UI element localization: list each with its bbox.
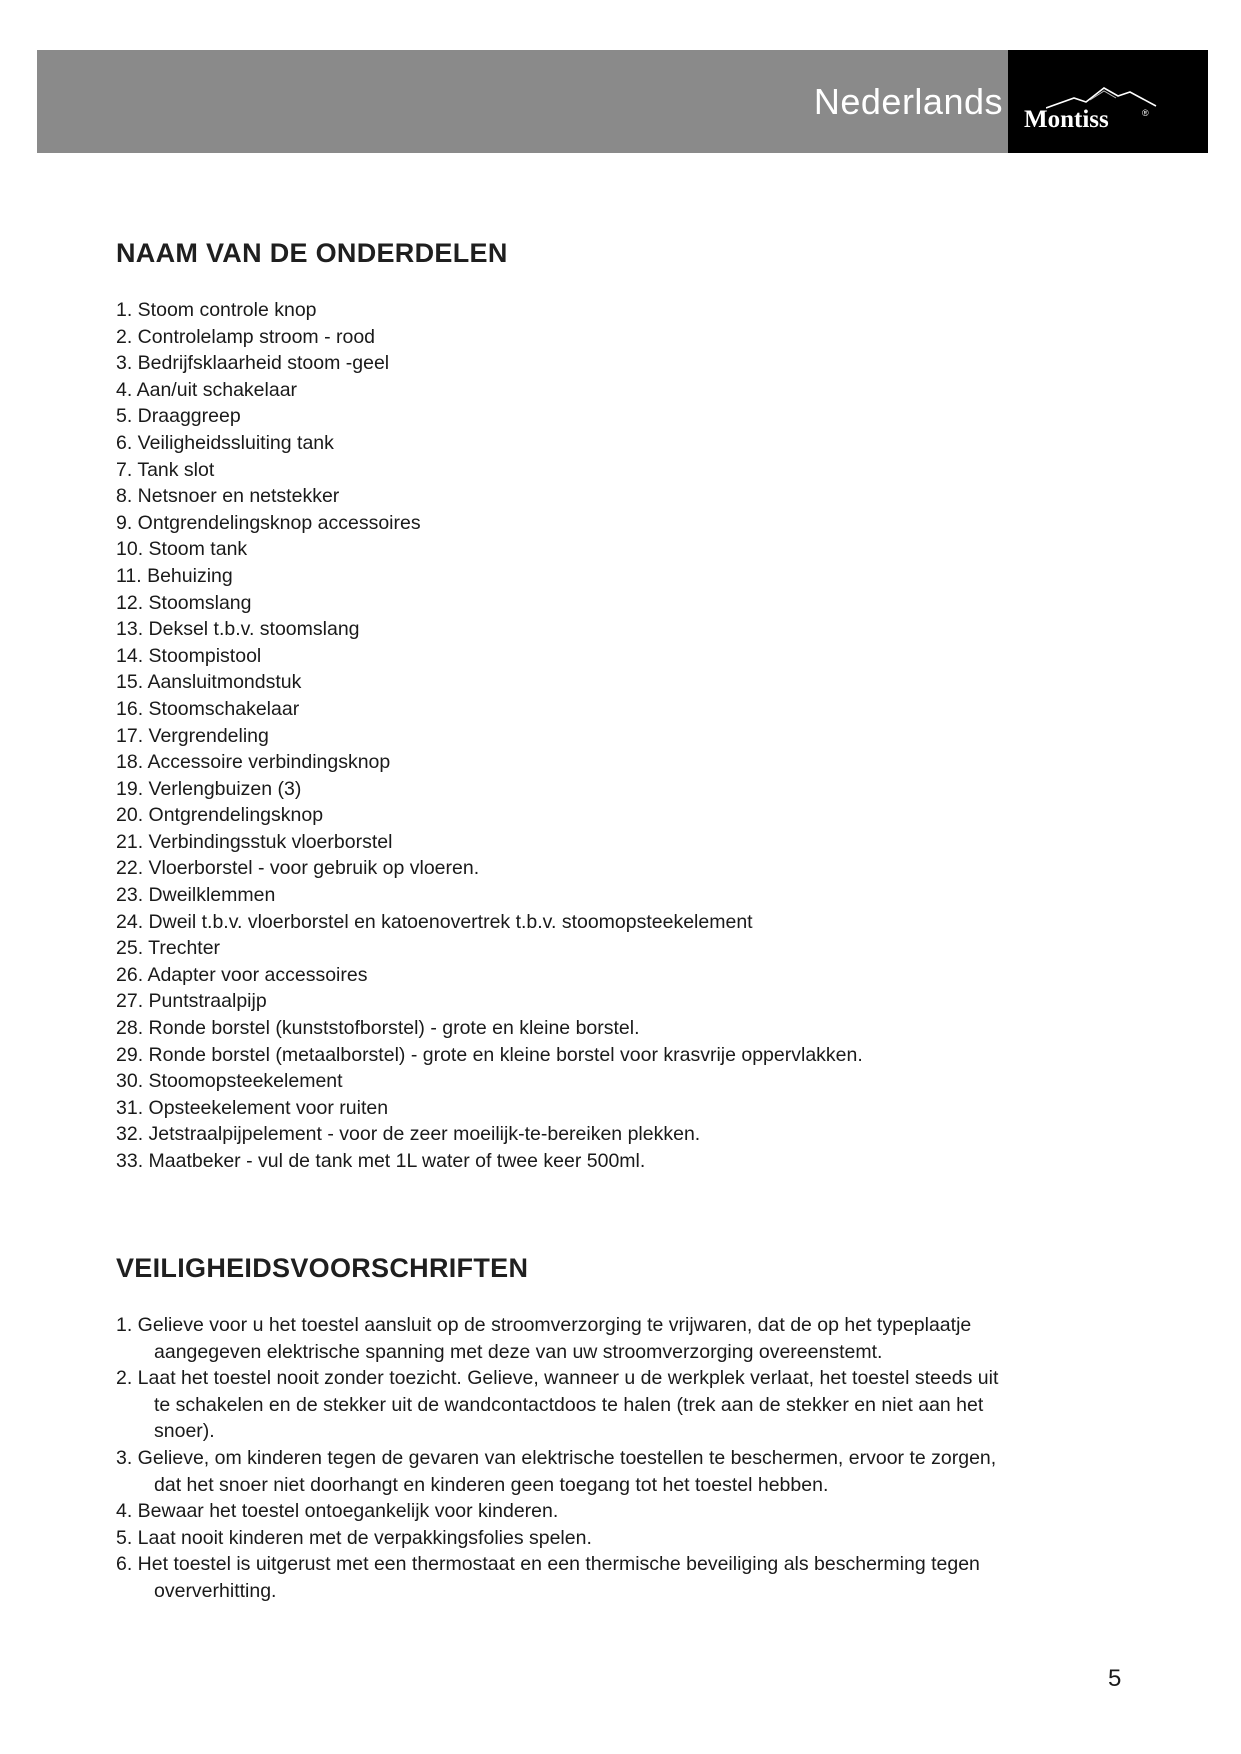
list-item: 1. Gelieve voor u het toestel aansluit op de stroomverzorging te vrijwaren, dat de op het typeplaatje aangegeven elektrische spanning met deze van uw stroomverzorging overeenstemt. xyxy=(116,1314,972,1363)
list-item: 29. Ronde borstel (metaalborstel) - grote en kleine borstel voor krasvrije oppervlakken. xyxy=(116,1043,863,1066)
list-item: 6. Veiligheidssluiting tank xyxy=(116,431,334,454)
list-item: 3. Bedrijfsklaarheid stoom -geel xyxy=(116,352,390,375)
list-item: 8. Netsnoer en netstekker xyxy=(116,485,340,508)
list-item: 18. Accessoire verbindingsknop xyxy=(116,751,391,774)
list-item: 1. Stoom controle knop xyxy=(116,299,317,321)
list-item: 4. Aan/uit schakelaar xyxy=(116,378,298,401)
list-item: 16. Stoomschakelaar xyxy=(116,697,300,720)
page-header xyxy=(37,50,1208,153)
brand-name: Montiss xyxy=(1024,106,1109,133)
list-item: 5. Draaggreep xyxy=(116,405,241,428)
list-item: 24. Dweil t.b.v. vloerborstel en katoenovertrek t.b.v. stoomopsteekelement xyxy=(116,910,753,933)
list-item: 26. Adapter voor accessoires xyxy=(116,963,368,986)
language-label: Nederlands xyxy=(813,81,1003,122)
list-item: 14. Stoompistool xyxy=(116,644,262,667)
list-item: 21. Verbindingsstuk vloerborstel xyxy=(116,830,393,853)
list-item: 30. Stoomopsteekelement xyxy=(116,1070,343,1093)
list-item: 6. Het toestel is uitgerust met een thermostaat en een thermische beveiliging als bescherming tegen oververhitting. xyxy=(116,1553,980,1602)
list-item: 13. Deksel t.b.v. stoomslang xyxy=(116,618,360,641)
registered-mark: ® xyxy=(1142,108,1149,118)
list-item: 22. Vloerborstel - voor gebruik op vloeren. xyxy=(116,857,480,880)
list-item: 27. Puntstraalpijp xyxy=(116,990,267,1013)
list-item: 15. Aansluitmondstuk xyxy=(116,671,302,694)
list-item: 17. Vergrendeling xyxy=(116,724,269,747)
list-item: 3. Gelieve, om kinderen tegen de gevaren van elektrische toestellen te beschermen, ervoor te zorgen, dat het snoer niet doorhangt en kinderen geen toegang tot het toestel hebben. xyxy=(116,1446,997,1496)
parts-title: NAAM VAN DE ONDERDELEN xyxy=(116,238,508,268)
list-item: 19. Verlengbuizen (3) xyxy=(116,777,302,800)
list-item: 4. Bewaar het toestel ontoegankelijk voor kinderen. xyxy=(116,1500,559,1523)
list-item: 31. Opsteekelement voor ruiten xyxy=(116,1096,389,1119)
list-item: 20. Ontgrendelingsknop xyxy=(116,804,324,827)
safety-list xyxy=(116,1312,1016,1605)
list-item: 7. Tank slot xyxy=(116,458,215,481)
safety-title: VEILIGHEIDSVOORSCHRIFTEN xyxy=(116,1253,529,1283)
list-item: 23. Dweilklemmen xyxy=(116,884,276,907)
parts-list xyxy=(116,297,863,1175)
list-item: 10. Stoom tank xyxy=(116,538,248,561)
list-item: 2. Laat het toestel nooit zonder toezicht. Gelieve, wanneer u de werkplek verlaat, het toestel steeds uit te schakelen en de stekker uit de wandcontactdoos te halen (trek aan de stekker en niet aan het snoer). xyxy=(116,1367,999,1443)
list-item: 5. Laat nooit kinderen met de verpakkingsfolies spelen. xyxy=(116,1526,592,1549)
list-item: 12. Stoomslang xyxy=(116,591,252,614)
list-item: 11. Behuizing xyxy=(116,564,233,587)
brand-logo xyxy=(1008,50,1208,153)
list-item: 25. Trechter xyxy=(116,937,221,960)
list-item: 32. Jetstraalpijpelement - voor de zeer moeilijk-te-bereiken plekken. xyxy=(116,1123,701,1146)
list-item: 28. Ronde borstel (kunststofborstel) - grote en kleine borstel. xyxy=(116,1017,640,1040)
page-number: 5 xyxy=(1108,1665,1122,1692)
list-item: 33. Maatbeker - vul de tank met 1L water of twee keer 500ml. xyxy=(116,1150,646,1172)
list-item: 2. Controlelamp stroom - rood xyxy=(116,325,376,348)
list-item: 9. Ontgrendelingsknop accessoires xyxy=(116,511,421,534)
